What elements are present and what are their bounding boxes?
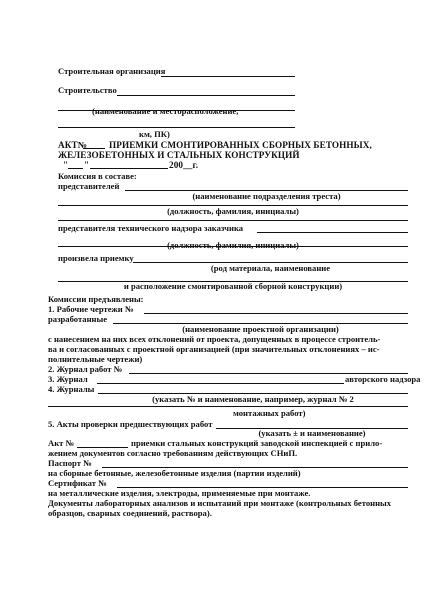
position-caption-2: (должность, фамилия, инициалы)	[167, 240, 299, 250]
structure-caption: и расположение смонтированной сборной конструкции)	[123, 281, 343, 291]
position-caption-1: (должность, фамилия, инициалы)	[167, 206, 299, 216]
construction-label: Строительство	[58, 85, 117, 95]
date-month-field[interactable]	[90, 168, 168, 169]
act-number-field[interactable]	[83, 148, 105, 149]
item1-field[interactable]	[144, 313, 408, 314]
tech-supervision-field[interactable]	[257, 232, 408, 233]
passport-label: Паспорт №	[48, 458, 92, 468]
act-no-label: Акт №	[48, 438, 75, 448]
construction-field-line-3[interactable]	[58, 127, 295, 128]
org-label: Строительная организация	[58, 66, 166, 76]
journal-caption: (указать № и наименование, например, журнал № 2	[152, 394, 354, 404]
construction-field-line[interactable]	[117, 95, 295, 96]
item4-field-2[interactable]	[48, 406, 408, 407]
date-quote-open: "	[63, 160, 69, 170]
deviations-line3: полнительные чертежи)	[48, 354, 143, 364]
lab-docs-line1: Документы лабораторных анализов и испытаний при монтаже (контрольных бетонных	[48, 498, 392, 508]
item5-label: 5. Акты проверки предшествующих работ	[48, 419, 213, 429]
org-field-line[interactable]	[161, 76, 295, 77]
date-year: 200__г.	[169, 160, 199, 170]
certificate-label: Сертификат №	[48, 478, 107, 488]
design-org-caption: (наименование проектной организации)	[182, 324, 339, 334]
representatives-label: представителей	[58, 181, 120, 191]
name-location-caption: (наименование и месторасположение,	[92, 106, 239, 116]
representatives-field-3[interactable]	[58, 220, 408, 221]
trust-caption: (наименование подразделения треста)	[192, 191, 341, 201]
specify-caption: (указать ± и наименование)	[258, 428, 366, 438]
developed-label: разработанные	[48, 314, 108, 324]
metal-label: на металлические изделия, электроды, применяемые при монтаже.	[48, 488, 311, 498]
steel-acceptance-line2: жением документов согласно требованиям действующих СНиП.	[48, 448, 298, 458]
act-number-prefix: АКТ№	[58, 140, 88, 150]
item3-field[interactable]	[97, 383, 344, 384]
km-pk-caption: км, ПК)	[139, 129, 170, 139]
author-supervision-label: авторского надзора	[345, 374, 421, 384]
act-title-line1: ПРИЕМКИ СМОНТИРОВАННЫХ СБОРНЫХ БЕТОННЫХ,	[109, 140, 372, 150]
acceptance-label: произвела приемку	[58, 253, 134, 263]
item4-label: 4. Журналы	[48, 384, 95, 394]
lab-docs-line2: образцов, сварных соединений, раствора).	[48, 508, 212, 518]
presented-label: Комиссии предъявлены:	[48, 294, 144, 304]
item3-label: 3. Журнал	[48, 374, 88, 384]
deviations-line2: ва и согласованных с проектной организацией (при значительных отклонениях – ис-	[48, 344, 380, 354]
steel-acceptance-line1: приемки стальных конструкций заводской инспекцией с прило-	[131, 438, 383, 448]
date-quote-close: "	[84, 160, 90, 170]
item2-label: 2. Журнал работ №	[48, 364, 123, 374]
act-title-line2: ЖЕЛЕЗОБЕТОННЫХ И СТАЛЬНЫХ КОНСТРУКЦИЙ	[58, 150, 300, 160]
item1-label: 1. Рабочие чертежи №	[48, 304, 134, 314]
prefab-label: на сборные бетонные, железобетонные изделия (партии изделий)	[48, 468, 301, 478]
installation-caption: монтажных работ)	[233, 408, 306, 418]
tech-supervision-label: представителя технического надзора заказчика	[58, 223, 244, 233]
deviations-line1: с нанесением на них всех отклонений от проекта, допущенных в процессе строитель-	[48, 334, 381, 344]
material-caption: (род материала, наименование	[210, 263, 331, 273]
commission-composition-label: Комиссия в составе:	[58, 171, 137, 181]
date-day-field[interactable]	[68, 168, 83, 169]
